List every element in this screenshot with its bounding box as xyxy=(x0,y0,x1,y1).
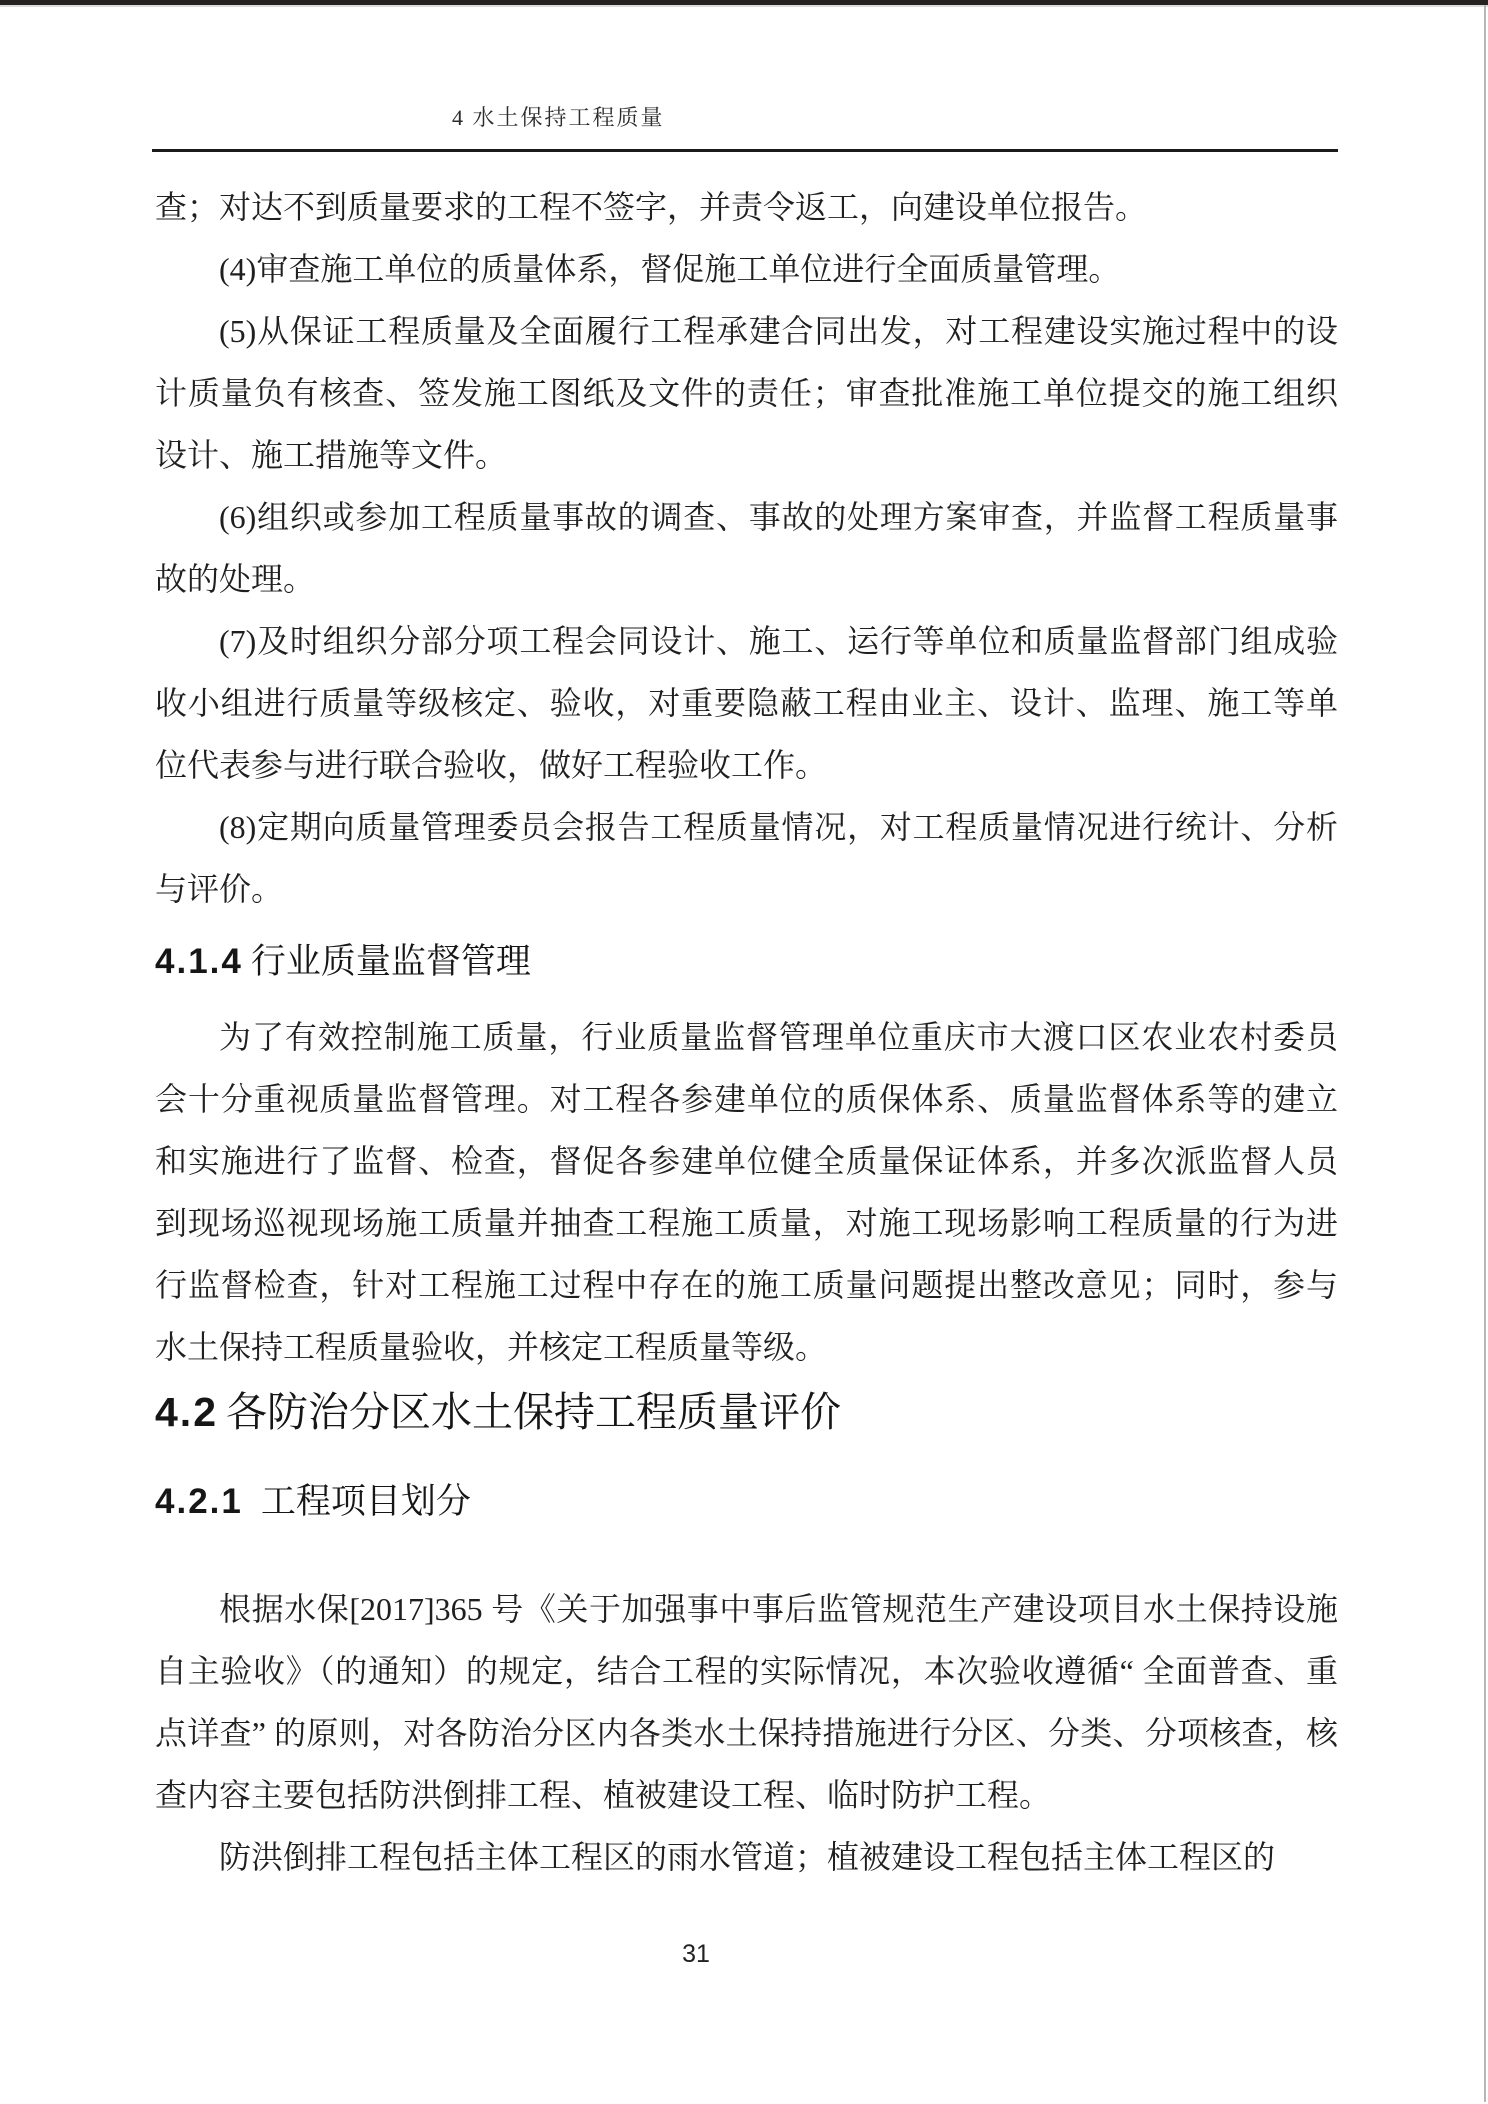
section-number: 4.2.1 xyxy=(155,1482,243,1521)
body-paragraph-item-6: (6)组织或参加工程质量事故的调查、事故的处理方案审查，并监督工程质量事故的处理。 xyxy=(155,499,1338,597)
section-number: 4.2 xyxy=(155,1389,218,1435)
header-rule xyxy=(152,149,1338,152)
section-title: 工程项目划分 xyxy=(260,1482,471,1521)
section-number: 4.1.4 xyxy=(155,942,243,981)
body-paragraph-item-5: (5)从保证工程质量及全面履行工程承建合同出发，对工程建设实施过程中的设计质量负有核查、签发施工图纸及文件的责任；审查批准施工单位提交的施工组织设计、施工措施等文件。 xyxy=(155,313,1338,473)
document-body xyxy=(155,176,1338,1888)
body-paragraph-item-4: (4)审查施工单位的质量体系，督促施工单位进行全面质量管理。 xyxy=(219,251,1121,287)
section-heading-4-1-4 xyxy=(155,940,1338,984)
page-right-edge-line xyxy=(1484,5,1486,2102)
body-paragraph-industry-supervision: 为了有效控制施工质量，行业质量监督管理单位重庆市大渡口区农业农村委员会十分重视质量监督管理。对工程各参建单位的质保体系、质量监督体系等的建立和实施进行了监督、检查，督促各参建单位健全质量保证体系，并多次派监督人员到现场巡视现场施工质量并抽查工程施工质量，对施工现场影响工程质量的行为进行监督检查，针对工程施工过程中存在的施工质量问题提出整改意见；同时，参与水土保持工程质量验收，并核定工程质量等级。 xyxy=(155,1019,1338,1365)
section-heading-4-2 xyxy=(155,1386,1338,1438)
body-paragraph-project-division: 根据水保[2017]365 号《关于加强事中事后监管规范生产建设项目水土保持设施自主验收》（的通知）的规定，结合工程的实际情况，本次验收遵循“ 全面普查、重点详查” 的原则，对各防治分区内各类水土保持措施进行分区、分类、分项核查，核查内容主要包括防洪倒排工程、植被建设工程、临时防护工程。 xyxy=(155,1591,1338,1813)
body-paragraph-item-7: (7)及时组织分部分项工程会同设计、施工、运行等单位和质量监督部门组成验收小组进行质量等级核定、验收，对重要隐蔽工程由业主、设计、监理、施工等单位代表参与进行联合验收，做好工程验收工作。 xyxy=(155,623,1338,783)
section-title: 各防治分区水土保持工程质量评价 xyxy=(226,1389,841,1435)
page-number: 31 xyxy=(682,1940,710,1968)
page-top-edge-shadow xyxy=(0,5,1488,7)
section-title: 行业质量监督管理 xyxy=(250,942,531,981)
section-heading-4-2-1 xyxy=(155,1478,1338,1526)
body-paragraph-item-8: (8)定期向质量管理委员会报告工程质量情况，对工程质量情况进行统计、分析与评价。 xyxy=(155,809,1338,907)
running-header: 4 水土保持工程质量 xyxy=(452,105,665,130)
body-paragraph-flood-drainage: 防洪倒排工程包括主体工程区的雨水管道；植被建设工程包括主体工程区的 xyxy=(219,1839,1276,1875)
body-paragraph-continuation: 查；对达不到质量要求的工程不签字，并责令返工，向建设单位报告。 xyxy=(155,189,1148,225)
